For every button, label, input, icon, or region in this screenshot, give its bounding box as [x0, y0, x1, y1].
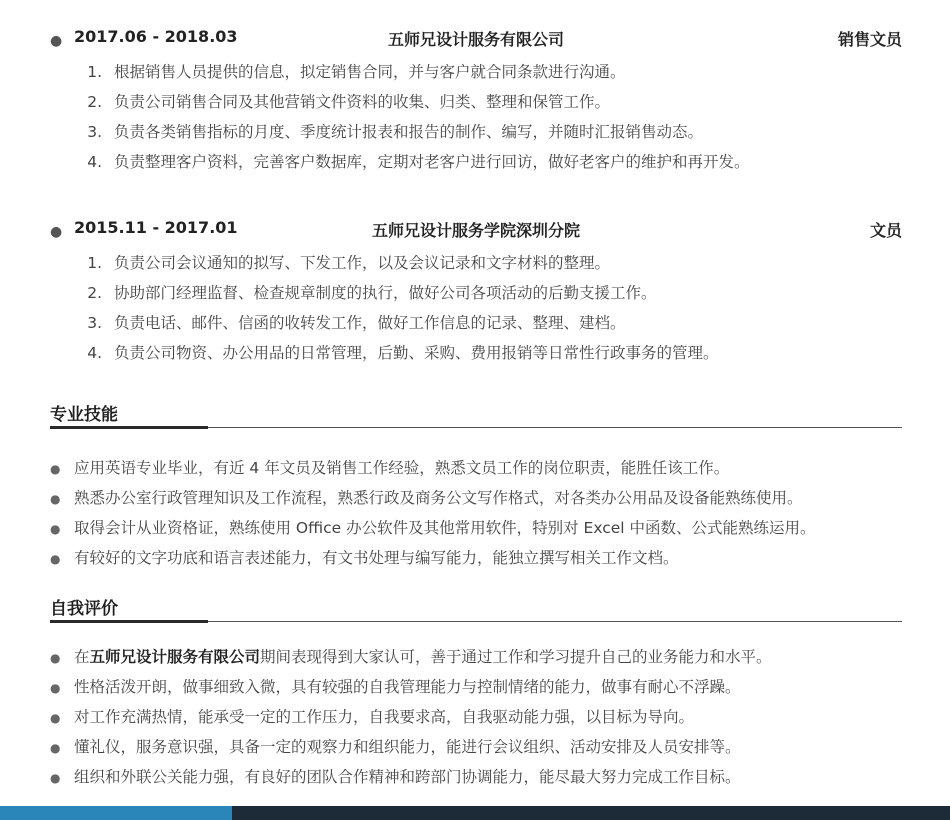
list-item: ● 组织和外联公关能力强，有良好的团队合作精神和跨部门协调能力，能尽最大努力完成工作目标。 [50, 762, 910, 792]
job-duties [50, 57, 902, 177]
duty-item: 1 . 负责公司会议通知的拟写、下发工作，以及会议记录和文字材料的整理。 [50, 248, 902, 278]
duty-item: 3 . 负责各类销售指标的月度、季度统计报表和报告的制作、编写，并随时汇报销售动态。 [50, 117, 902, 147]
bullet-icon: ● [50, 462, 61, 476]
divider-accent [50, 620, 208, 623]
bullet-icon: ● [50, 651, 61, 665]
job-period: 2015.11 - 2017.01 [74, 218, 238, 237]
job-company: 五师兄设计服务有限公司 [387, 30, 564, 49]
bullet-icon: ● [50, 741, 61, 755]
duty-item: 3 . 负责电话、邮件、信函的收转发工作，做好工作信息的记录、整理、建档。 [50, 308, 902, 338]
job-header [50, 27, 902, 57]
bullet-icon: ● [50, 681, 61, 695]
bullet-icon: ● [50, 771, 61, 785]
bullet-icon: ● [50, 224, 63, 240]
duty-item: 2 . 协助部门经理监督、检查规章制度的执行，做好公司各项活动的后勤支援工作。 [50, 278, 902, 308]
divider-accent [50, 426, 208, 429]
skills-list [50, 453, 910, 573]
list-item: ● 应用英语专业毕业，有近 4 年文员及销售工作经验，熟悉文员工作的岗位职责，能胜任该工作。 [50, 453, 910, 483]
footer-accent [0, 806, 232, 820]
section-title: 自我评价 [50, 599, 118, 619]
bullet-icon: ● [50, 711, 61, 725]
job-duties [50, 248, 902, 368]
list-item: ● 熟悉办公室行政管理知识及工作流程，熟悉行政及商务公文写作格式，对各类办公用品及设备能熟练使用。 [50, 483, 910, 513]
duty-item: 2 . 负责公司销售合同及其他营销文件资料的收集、归类、整理和保管工作。 [50, 87, 902, 117]
list-item: ● 性格活泼开朗，做事细致入微，具有较强的自我管理能力与控制情绪的能力，做事有耐心不浮躁。 [50, 672, 910, 702]
list-item: ● 在五师兄设计服务有限公司期间表现得到大家认可，善于通过工作和学习提升自己的业务能力和水平。 [50, 642, 910, 672]
job-entry [50, 218, 902, 368]
job-period: 2017.06 - 2018.03 [74, 27, 238, 46]
job-entry [50, 27, 902, 177]
duty-item: 1 . 根据销售人员提供的信息，拟定销售合同，并与客户就合同条款进行沟通。 [50, 57, 902, 87]
bullet-icon: ● [50, 522, 61, 536]
section-skills-header [50, 400, 902, 430]
section-title: 专业技能 [50, 405, 118, 425]
bullet-icon: ● [50, 492, 61, 506]
bullet-icon: ● [50, 33, 63, 49]
list-item: ● 懂礼仪，服务意识强，具备一定的观察力和组织能力，能进行会议组织、活动安排及人员安排等。 [50, 732, 910, 762]
job-header [50, 218, 902, 248]
duty-item: 4 . 负责整理客户资料，完善客户数据库，定期对老客户进行回访，做好老客户的维护和再开发。 [50, 147, 902, 177]
evaluation-list [50, 642, 910, 792]
bullet-icon: ● [50, 552, 61, 566]
footer-bar [0, 806, 950, 820]
section-evaluation-header [50, 594, 902, 624]
list-item: ● 有较好的文字功底和语言表述能力，有文书处理与编写能力，能独立撰写相关工作文档。 [50, 543, 910, 573]
duty-item: 4 . 负责公司物资、办公用品的日常管理，后勤、采购、费用报销等日常性行政事务的管理。 [50, 338, 902, 368]
job-company: 五师兄设计服务学院深圳分院 [371, 221, 580, 240]
job-position: 销售文员 [837, 30, 902, 49]
list-item: ● 对工作充满热情，能承受一定的工作压力，自我要求高，自我驱动能力强，以目标为导向。 [50, 702, 910, 732]
job-position: 文员 [869, 221, 902, 240]
list-item: ● 取得会计从业资格证，熟练使用 Office 办公软件及其他常用软件，特别对 Excel 中函数、公式能熟练运用。 [50, 513, 910, 543]
